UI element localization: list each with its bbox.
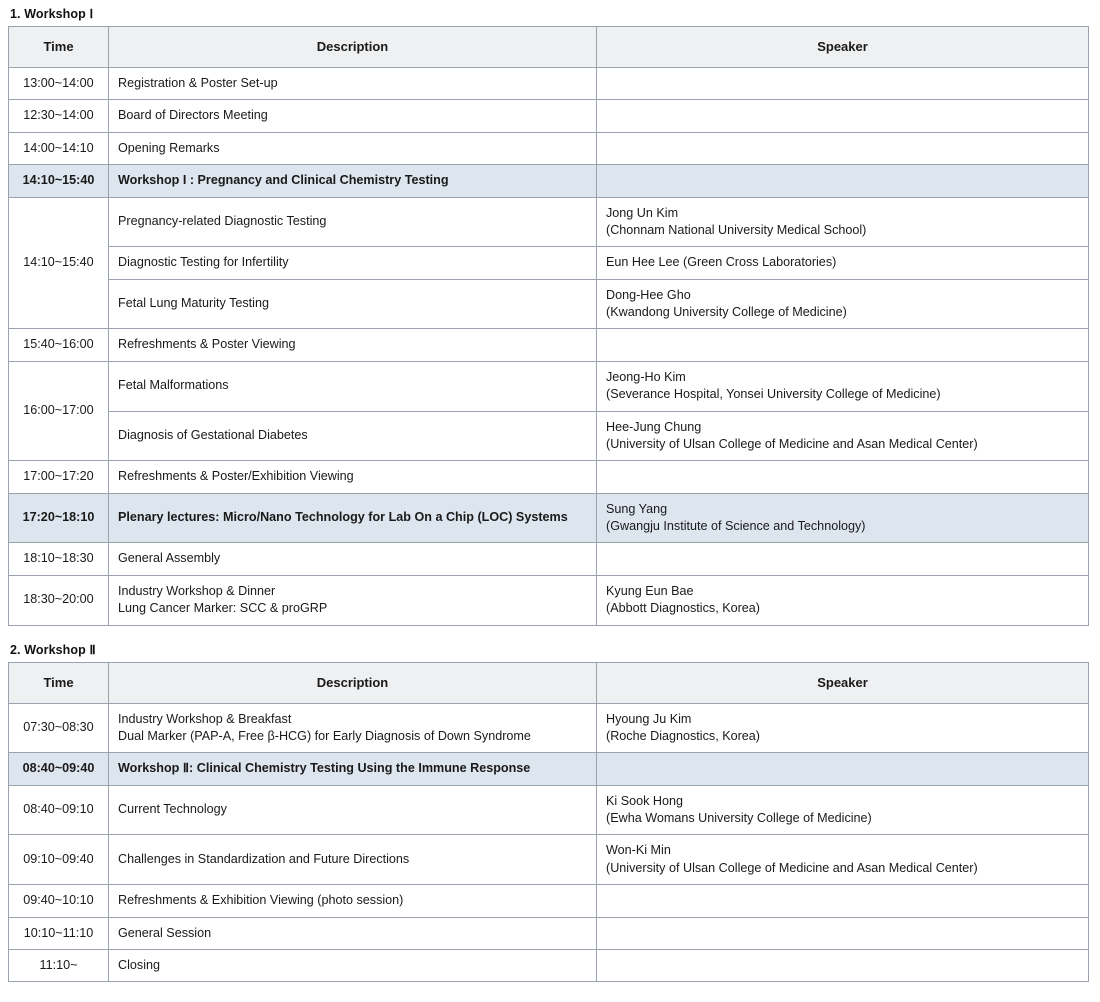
description-line: Workshop I : Pregnancy and Clinical Chemistry Testing (118, 173, 449, 188)
description-cell (109, 543, 597, 575)
description-cell (109, 411, 597, 461)
description-line: Closing (118, 957, 160, 972)
schedule-table (8, 26, 1089, 626)
table-row (9, 132, 1089, 164)
description-cell (109, 329, 597, 361)
speaker-line: Ki Sook Hong (606, 793, 684, 808)
time-cell: 17:00~17:20 (9, 461, 109, 493)
speaker-cell (597, 785, 1089, 835)
description-line: Fetal Lung Maturity Testing (118, 296, 269, 311)
description-line: Refreshments & Poster/Exhibition Viewing (118, 469, 354, 484)
time-cell: 14:10~15:40 (9, 197, 109, 329)
time-cell: 18:30~20:00 (9, 575, 109, 625)
description-line: General Assembly (118, 551, 221, 566)
speaker-cell (597, 132, 1089, 164)
speaker-line: Hee-Jung Chung (606, 419, 702, 434)
speaker-line: Jong Un Kim (606, 205, 679, 220)
speaker-cell (597, 68, 1089, 100)
column-header: Time (9, 27, 109, 68)
table-row (9, 949, 1089, 981)
speaker-cell (597, 279, 1089, 329)
column-header: Speaker (597, 27, 1089, 68)
time-cell: 16:00~17:00 (9, 361, 109, 461)
sections-container (8, 6, 1092, 982)
description-line: Refreshments & Poster Viewing (118, 337, 296, 352)
speaker-line: (University of Ulsan College of Medicine and Asan Medical Center) (606, 436, 978, 451)
description-line: Current Technology (118, 802, 227, 817)
table-row (9, 917, 1089, 949)
description-cell (109, 885, 597, 917)
description-cell (109, 197, 597, 247)
table-row (9, 835, 1089, 885)
speaker-cell (597, 361, 1089, 411)
table-row (9, 461, 1089, 493)
speaker-cell (597, 247, 1089, 279)
speaker-line: Hyoung Ju Kim (606, 711, 692, 726)
time-cell: 17:20~18:10 (9, 493, 109, 543)
column-header: Time (9, 662, 109, 703)
table-row (9, 361, 1089, 411)
time-cell: 13:00~14:00 (9, 68, 109, 100)
description-line: Board of Directors Meeting (118, 108, 268, 123)
table-header-row (9, 27, 1089, 68)
description-cell (109, 100, 597, 132)
speaker-line: (University of Ulsan College of Medicine and Asan Medical Center) (606, 860, 978, 875)
speaker-cell (597, 411, 1089, 461)
table-row (9, 543, 1089, 575)
description-cell (109, 785, 597, 835)
description-cell (109, 575, 597, 625)
table-row (9, 279, 1089, 329)
description-cell (109, 917, 597, 949)
speaker-cell (597, 165, 1089, 197)
time-cell: 08:40~09:10 (9, 785, 109, 835)
speaker-line: Kyung Eun Bae (606, 583, 694, 598)
table-row (9, 247, 1089, 279)
column-header: Description (109, 27, 597, 68)
column-header: Description (109, 662, 597, 703)
table-row (9, 165, 1089, 197)
time-cell: 18:10~18:30 (9, 543, 109, 575)
description-cell (109, 361, 597, 411)
description-cell (109, 493, 597, 543)
table-row (9, 785, 1089, 835)
table-row (9, 329, 1089, 361)
time-cell: 15:40~16:00 (9, 329, 109, 361)
speaker-cell (597, 885, 1089, 917)
description-line: Diagnosis of Gestational Diabetes (118, 428, 308, 443)
description-cell (109, 247, 597, 279)
table-row (9, 575, 1089, 625)
time-cell: 09:10~09:40 (9, 835, 109, 885)
section-title: 1. Workshop Ⅰ (10, 7, 94, 21)
description-line: Workshop Ⅱ: Clinical Chemistry Testing Using the Immune Response (118, 761, 531, 776)
speaker-cell (597, 493, 1089, 543)
description-cell (109, 68, 597, 100)
speaker-cell (597, 835, 1089, 885)
table-row (9, 885, 1089, 917)
speaker-cell (597, 543, 1089, 575)
table-header-row (9, 662, 1089, 703)
description-line: Pregnancy-related Diagnostic Testing (118, 214, 327, 229)
speaker-cell (597, 917, 1089, 949)
description-line: Dual Marker (PAP-A, Free β-HCG) for Early Diagnosis of Down Syndrome (118, 728, 531, 743)
time-cell: 11:10~ (9, 949, 109, 981)
speaker-line: Eun Hee Lee (Green Cross Laboratories) (606, 255, 837, 270)
speaker-line: Sung Yang (606, 501, 668, 516)
description-cell (109, 703, 597, 753)
time-cell: 07:30~08:30 (9, 703, 109, 753)
description-line: Lung Cancer Marker: SCC & proGRP (118, 601, 328, 616)
table-row (9, 493, 1089, 543)
speaker-line: (Chonnam National University Medical School) (606, 222, 867, 237)
table-row (9, 411, 1089, 461)
time-cell: 08:40~09:40 (9, 753, 109, 785)
time-cell: 10:10~11:10 (9, 917, 109, 949)
description-cell (109, 279, 597, 329)
speaker-line: Dong-Hee Gho (606, 287, 691, 302)
time-cell: 14:00~14:10 (9, 132, 109, 164)
schedule-table (8, 662, 1089, 983)
description-line: Plenary lectures: Micro/Nano Technology for Lab On a Chip (LOC) Systems (118, 510, 568, 525)
speaker-line: Won-Ki Min (606, 843, 671, 858)
description-cell (109, 461, 597, 493)
table-row (9, 68, 1089, 100)
description-line: Industry Workshop & Dinner (118, 583, 276, 598)
table-row (9, 703, 1089, 753)
description-line: Registration & Poster Set-up (118, 76, 278, 90)
section-title: 2. Workshop Ⅱ (10, 642, 96, 657)
speaker-line: (Severance Hospital, Yonsei University College of Medicine) (606, 387, 941, 402)
speaker-line: Jeong-Ho Kim (606, 369, 686, 384)
description-cell (109, 165, 597, 197)
speaker-cell (597, 949, 1089, 981)
description-line: Fetal Malformations (118, 378, 229, 393)
description-cell (109, 949, 597, 981)
table-row (9, 753, 1089, 785)
description-line: Refreshments & Exhibition Viewing (photo session) (118, 893, 404, 908)
speaker-cell (597, 575, 1089, 625)
time-cell: 12:30~14:00 (9, 100, 109, 132)
column-header: Speaker (597, 662, 1089, 703)
time-cell: 14:10~15:40 (9, 165, 109, 197)
description-line: Opening Remarks (118, 140, 220, 155)
description-cell (109, 132, 597, 164)
time-cell: 09:40~10:10 (9, 885, 109, 917)
description-line: General Session (118, 925, 212, 940)
speaker-cell (597, 753, 1089, 785)
description-line: Diagnostic Testing for Infertility (118, 255, 289, 270)
description-line: Industry Workshop & Breakfast (118, 711, 292, 726)
speaker-cell (597, 703, 1089, 753)
speaker-cell (597, 461, 1089, 493)
speaker-line: (Kwandong University College of Medicine) (606, 305, 847, 319)
speaker-line: (Abbott Diagnostics, Korea) (606, 601, 760, 616)
speaker-line: (Gwangju Institute of Science and Technology) (606, 519, 866, 533)
description-cell (109, 753, 597, 785)
speaker-cell (597, 329, 1089, 361)
description-cell (109, 835, 597, 885)
table-row (9, 100, 1089, 132)
table-row (9, 197, 1089, 247)
speaker-cell (597, 197, 1089, 247)
speaker-line: (Ewha Womans University College of Medicine) (606, 811, 872, 825)
description-line: Challenges in Standardization and Future Directions (118, 852, 410, 867)
speaker-line: (Roche Diagnostics, Korea) (606, 728, 760, 743)
speaker-cell (597, 100, 1089, 132)
